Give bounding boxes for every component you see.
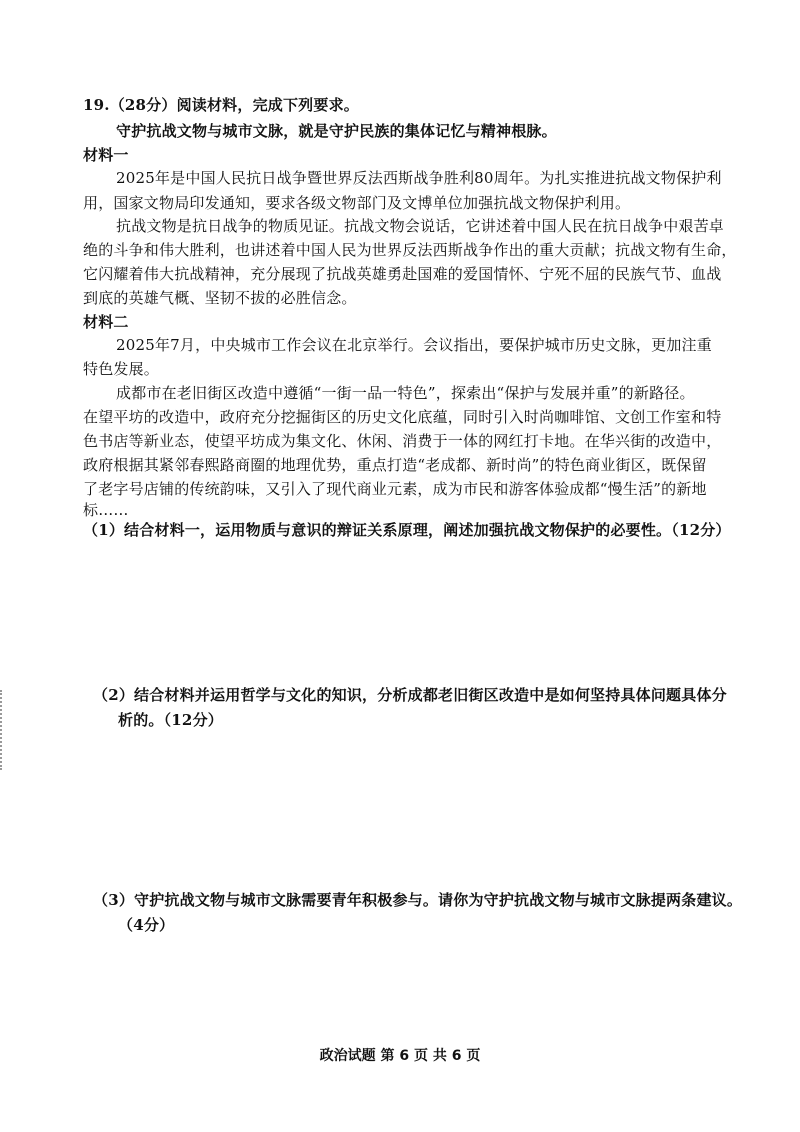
material2-line: 政府根据其紧邻春熙路商圈的地理优势，重点打造“老成都、新时尚”的特色商业街区，既保留 (83, 456, 707, 474)
material1-line: 2025年是中国人民抗日战争暨世界反法西斯战争胜利80周年。为扎实推进抗战文物保护利 (116, 169, 722, 187)
material2-line: 2025年7月，中央城市工作会议在北京举行。会议指出，要保护城市历史文脉，更加注重 (116, 336, 712, 354)
sub-question-1: （1）结合材料一，运用物质与意识的辩证关系原理，阐述加强抗战文物保护的必要性。（12分） (83, 521, 731, 539)
page-footer: 政治试题 第 6 页 共 6 页 (319, 1048, 481, 1064)
question-intro: 守护抗战文物与城市文脉，就是守护民族的集体记忆与精神根脉。 (116, 122, 557, 140)
material1-line: 它闪耀着伟大抗战精神，充分展现了抗战英雄勇赴国难的爱国情怀、宁死不屈的民族气节、血战 (83, 265, 722, 283)
material1-line: 绝的斗争和伟大胜利，也讲述着中国人民为世界反法西斯战争作出的重大贡献；抗战文物有生命， (83, 241, 737, 259)
material2-line: 了老字号店铺的传统韵味，又引入了现代商业元素，成为市民和游客体验成都“慢生活”的新地 (83, 480, 707, 498)
question-header: 19.（28分）阅读材料，完成下列要求。 (83, 96, 359, 114)
binding-margin-mark (0, 690, 5, 770)
material1-line: 抗战文物是抗日战争的物质见证。抗战文物会说话，它讲述着中国人民在抗日战争中艰苦卓 (116, 217, 725, 235)
material2-line: 色书店等新业态，使望平坊成为集文化、休闲、消费于一体的网红打卡地。在华兴街的改造中， (83, 432, 722, 450)
sub-question-2: （2）结合材料并运用哲学与文化的知识，分析成都老旧街区改造中是如何坚持具体问题具体分 (93, 686, 727, 704)
material2-line: 特色发展。 (83, 360, 160, 378)
material1-line: 到底的英雄气概、坚韧不拔的必胜信念。 (83, 289, 357, 307)
material1-line: 用，国家文物局印发通知，要求各级文物部门及文博单位加强抗战文物保护利用。 (83, 194, 631, 212)
material2-line: 在望平坊的改造中，政府充分挖掘街区的历史文化底蕴，同时引入时尚咖啡馆、文创工作室和特 (83, 408, 722, 426)
sub-question-3: （3）守护抗战文物与城市文脉需要青年积极参与。请你为守护抗战文物与城市文脉提两条建议。 (93, 891, 743, 909)
sub-question-2-continued: 析的。（12分） (118, 711, 223, 729)
material2-line: 标…… (83, 501, 129, 519)
material2-line: 成都市在老旧街区改造中遵循“一街一品一特色”，探索出“保护与发展并重”的新路径。 (116, 384, 695, 402)
material2-heading: 材料二 (83, 313, 129, 331)
material1-heading: 材料一 (83, 146, 129, 164)
sub-question-3-continued: （4分） (118, 916, 175, 934)
